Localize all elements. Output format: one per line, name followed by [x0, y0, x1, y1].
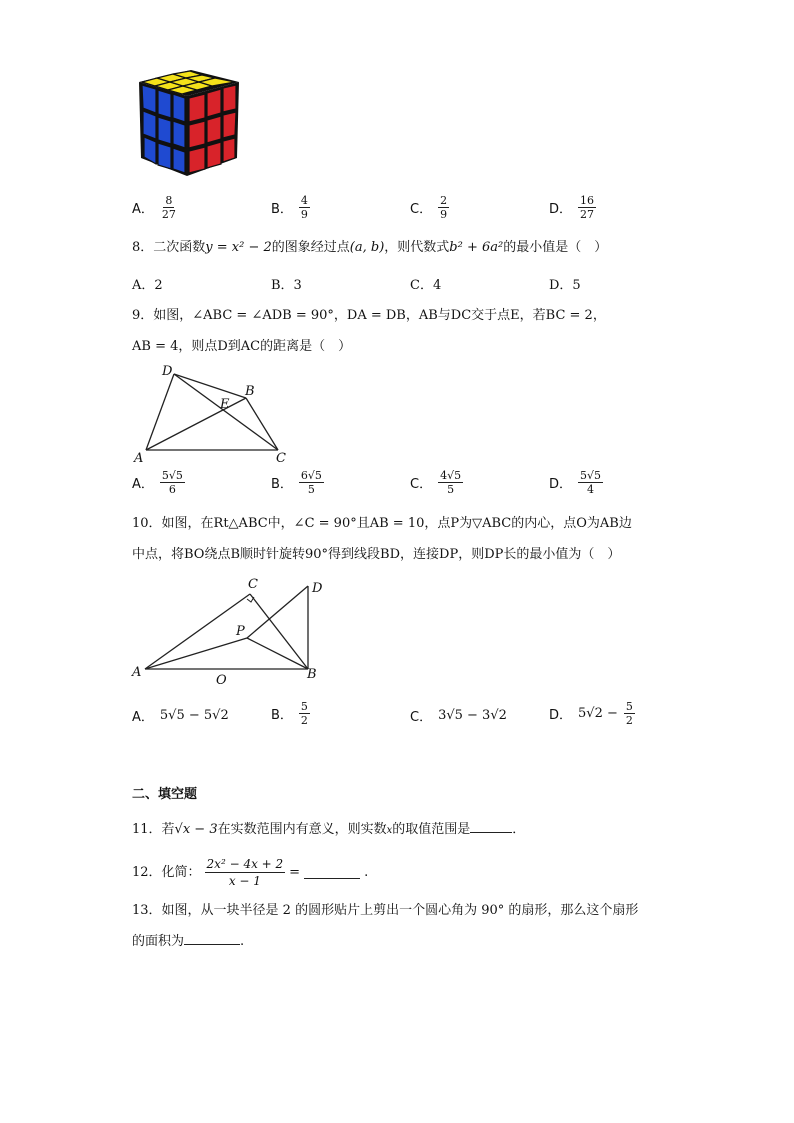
q8-option-b: B．3: [271, 278, 302, 293]
fraction: $\frac{5√5}{6}$: [161, 469, 183, 496]
label-p: P: [236, 624, 245, 639]
label-a: A: [134, 451, 144, 466]
section-heading: 二、填空题: [132, 787, 198, 802]
q11-question: 11．若√x − 3在实数范围内有意义，则实数x的取值范围是 ．: [132, 822, 526, 837]
rubiks-cube-image: [135, 66, 243, 178]
fraction: $\frac{16}{27}$: [580, 194, 595, 221]
q13-question-line2: 的面积为 .: [132, 934, 245, 949]
fraction: $\frac{5√5}{4}$: [580, 469, 602, 496]
q7-option-c: C． $\frac{2}{9}$: [410, 194, 448, 221]
label-o: O: [216, 673, 227, 688]
fraction: $\frac{2}{9}$: [440, 194, 448, 221]
q9-question-line1: 9．如图，∠ABC = ∠ADB = 90°，DA = DB，AB与DC交于点E，若BC = 2，: [132, 308, 606, 323]
q9-option-a: A． $\frac{5√5}{6}$: [132, 469, 183, 496]
label-b: B: [307, 667, 317, 682]
fraction: $\frac{6√5}{5}$: [300, 469, 322, 496]
q10-option-d: D． 5√2 − $\frac{5}{2}$: [549, 700, 633, 727]
q10-option-c: C． 3√5 − 3√2: [410, 708, 507, 725]
fraction: $\frac{4√5}{5}$: [440, 469, 462, 496]
fraction: $\frac{4}{9}$: [300, 194, 308, 221]
q8-option-d: D．5: [549, 278, 581, 293]
q10-question-line2: 中点，将BO绕点B顺时针旋转90°得到线段BD，连接DP，则DP长的最小值为（ ）: [132, 547, 621, 562]
segment-ap: [145, 638, 247, 669]
answer-blank[interactable]: [184, 932, 240, 945]
segment-dc: [174, 374, 278, 450]
segment-pb: [247, 638, 308, 669]
fraction: $\frac{8}{27}$: [161, 194, 176, 221]
label-e: E: [220, 397, 230, 412]
answer-blank[interactable]: [470, 820, 512, 833]
label-c: C: [248, 577, 258, 592]
segment-ac: [145, 594, 250, 669]
label-c: C: [276, 451, 286, 466]
segment-db: [174, 374, 246, 398]
segment-ab: [146, 398, 246, 450]
q7-option-b: B． $\frac{4}{9}$: [271, 194, 308, 221]
q13-question-line1: 13．如图，从一块半径是 2 的圆形贴片上剪出一个圆心角为 90° 的扇形，那么这个扇形: [132, 903, 639, 918]
label-a: A: [132, 665, 142, 680]
label-d: D: [312, 581, 323, 596]
q7-option-a: A． $\frac{8}{27}$: [132, 194, 176, 221]
fraction: $\frac{\text{2x² − 4x + 2}}{x - 1}$: [206, 857, 284, 888]
q7-option-d: D． $\frac{16}{27}$: [549, 194, 595, 221]
segment-bc: [246, 398, 278, 450]
answer-blank[interactable]: [304, 866, 360, 879]
q10-option-b: B． $\frac{5}{2}$: [271, 700, 308, 727]
q9-option-d: D． $\frac{5√5}{4}$: [549, 469, 602, 496]
q9-question-line2: AB = 4，则点D到AC的距离是（ ）: [132, 339, 352, 354]
label-b: B: [245, 384, 255, 399]
fraction: $\frac{5}{2}$: [625, 700, 633, 727]
q8-option-c: C．4: [410, 278, 442, 293]
q8-option-a: A．2: [132, 278, 163, 293]
q8-question: 8．二次函数y = x² − 2的图象经过点(a, b)，则代数式b² + 6a²的最小值是（ ）: [132, 240, 608, 255]
q10-question-line1: 10．如图，在Rt△ABC中，∠C = 90°且AB = 10，点P为▽ABC的内心，点O为AB边: [132, 516, 632, 531]
q12-question: 12．化简： $\frac{\text{2x² − 4x + 2}}{x - 1}$ = .: [132, 857, 369, 888]
q9-figure: [130, 362, 300, 466]
q10-option-a: A． 5√5 − 5√2: [132, 708, 229, 725]
fraction: $\frac{5}{2}$: [300, 700, 308, 727]
q9-option-b: B． $\frac{6√5}{5}$: [271, 469, 322, 496]
q9-option-c: C． $\frac{4√5}{5}$: [410, 469, 462, 496]
segment-cb: [250, 594, 308, 669]
q10-figure: [130, 572, 330, 688]
segment-ad: [146, 374, 174, 450]
label-d: D: [162, 364, 173, 379]
